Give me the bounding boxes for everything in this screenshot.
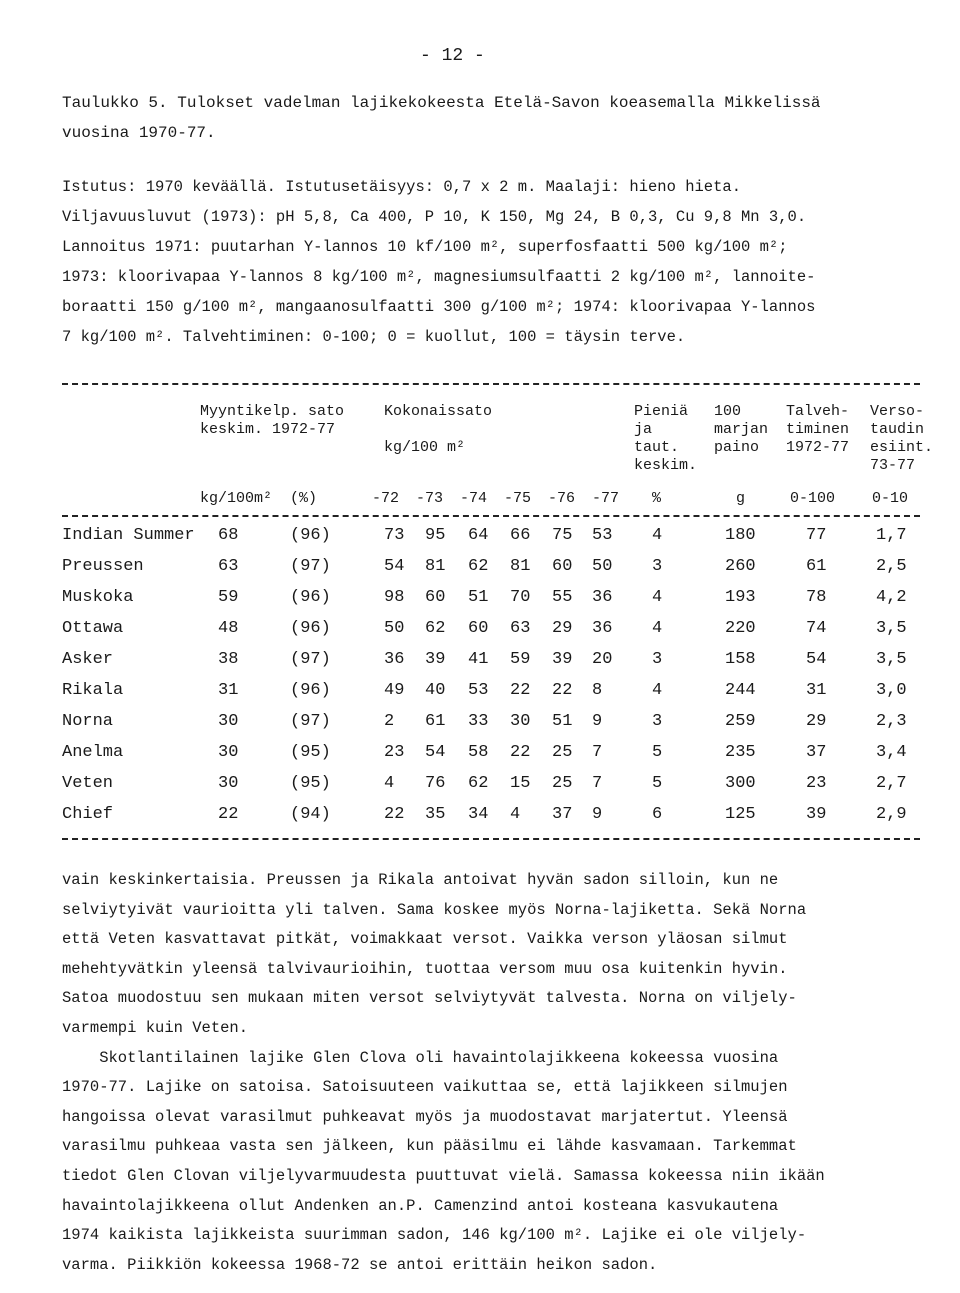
row-variety-name: Rikala xyxy=(62,681,124,700)
cell-shoot-disease: 2,3 xyxy=(876,712,907,731)
unit-year-77: -77 xyxy=(592,490,620,507)
cell-1977: 36 xyxy=(592,588,613,607)
cell-1977: 8 xyxy=(592,681,603,700)
cell-1973: 54 xyxy=(425,743,446,762)
body-text xyxy=(62,866,922,1280)
cell-wintering: 74 xyxy=(806,619,827,638)
cell-berry-weight: 244 xyxy=(725,681,756,700)
cell-berry-weight: 180 xyxy=(725,526,756,545)
cell-wintering: 77 xyxy=(806,526,827,545)
unit-wintering: 0-100 xyxy=(790,490,836,507)
cell-relative: (97) xyxy=(290,712,331,731)
unit-year-74: -74 xyxy=(460,490,488,507)
intro-line: Lannoitus 1971: puutarhan Y-lannos 10 kf/100 m², superfosfaatti 500 kg/100 m²; xyxy=(62,238,788,256)
unit-year-72: -72 xyxy=(372,490,400,507)
row-variety-name: Norna xyxy=(62,712,114,731)
cell-1974: 51 xyxy=(468,588,489,607)
cell-yield: 63 xyxy=(218,557,239,576)
row-variety-name: Preussen xyxy=(62,557,144,576)
header-rule xyxy=(62,515,920,517)
cell-yield: 31 xyxy=(218,681,239,700)
unit-grams: g xyxy=(736,490,746,507)
cell-relative: (97) xyxy=(290,650,331,669)
cell-1972: 98 xyxy=(384,588,405,607)
cell-relative: (95) xyxy=(290,743,331,762)
cell-1976: 39 xyxy=(552,650,573,669)
cell-wintering: 29 xyxy=(806,712,827,731)
cell-shoot-disease: 3,5 xyxy=(876,650,907,669)
cell-yield: 22 xyxy=(218,805,239,824)
row-variety-name: Anelma xyxy=(62,743,124,762)
cell-1972: 2 xyxy=(384,712,395,731)
cell-1973: 61 xyxy=(425,712,446,731)
cell-1972: 23 xyxy=(384,743,405,762)
cell-1975: 70 xyxy=(510,588,531,607)
cell-small-diseases: 4 xyxy=(652,588,663,607)
cell-berry-weight: 235 xyxy=(725,743,756,762)
cell-1976: 22 xyxy=(552,681,573,700)
row-variety-name: Asker xyxy=(62,650,114,669)
cell-small-diseases: 3 xyxy=(652,712,663,731)
cell-small-diseases: 5 xyxy=(652,774,663,793)
cell-1974: 64 xyxy=(468,526,489,545)
cell-berry-weight: 300 xyxy=(725,774,756,793)
cell-small-diseases: 4 xyxy=(652,681,663,700)
cell-1977: 20 xyxy=(592,650,613,669)
cell-1976: 51 xyxy=(552,712,573,731)
intro-line: 1973: kloorivapaa Y-lannos 8 kg/100 m², magnesiumsulfaatti 2 kg/100 m², lannoite- xyxy=(62,268,816,286)
cell-shoot-disease: 3,5 xyxy=(876,619,907,638)
cell-wintering: 23 xyxy=(806,774,827,793)
cell-1976: 29 xyxy=(552,619,573,638)
cell-relative: (96) xyxy=(290,526,331,545)
cell-berry-weight: 260 xyxy=(725,557,756,576)
cell-1977: 53 xyxy=(592,526,613,545)
row-variety-name: Indian Summer xyxy=(62,526,195,545)
intro-line: Viljavuusluvut (1973): pH 5,8, Ca 400, P 10, K 150, Mg 24, B 0,3, Cu 9,8 Mn 3,0. xyxy=(62,208,807,226)
cell-1973: 39 xyxy=(425,650,446,669)
cell-yield: 59 xyxy=(218,588,239,607)
cell-1974: 62 xyxy=(468,557,489,576)
cell-relative: (96) xyxy=(290,588,331,607)
experiment-description xyxy=(62,172,922,352)
cell-small-diseases: 5 xyxy=(652,743,663,762)
cell-relative: (95) xyxy=(290,774,331,793)
cell-small-diseases: 4 xyxy=(652,526,663,545)
cell-relative: (97) xyxy=(290,557,331,576)
cell-1975: 30 xyxy=(510,712,531,731)
body-line: varma. Piikkiön kokeessa 1968-72 se antoi erittäin heikon sadon. xyxy=(62,1255,658,1274)
cell-relative: (96) xyxy=(290,681,331,700)
cell-1976: 37 xyxy=(552,805,573,824)
cell-1975: 66 xyxy=(510,526,531,545)
cell-berry-weight: 220 xyxy=(725,619,756,638)
cell-shoot-disease: 4,2 xyxy=(876,588,907,607)
body-line: 1974 kaikista lajikkeista suurimman sadon, 146 kg/100 m². Lajike ei ole viljely- xyxy=(62,1226,807,1245)
cell-1975: 59 xyxy=(510,650,531,669)
cell-shoot-disease: 1,7 xyxy=(876,526,907,545)
header-total-yield: Kokonaissato kg/100 m² xyxy=(384,403,493,456)
cell-1976: 60 xyxy=(552,557,573,576)
body-line: Satoa muodostuu sen mukaan miten versot selviytyvät talvesta. Norna on viljely- xyxy=(62,989,797,1008)
cell-1975: 15 xyxy=(510,774,531,793)
cell-berry-weight: 158 xyxy=(725,650,756,669)
cell-yield: 48 xyxy=(218,619,239,638)
unit-year-73: -73 xyxy=(416,490,444,507)
unit-shoot: 0-10 xyxy=(872,490,909,507)
cell-1974: 34 xyxy=(468,805,489,824)
cell-small-diseases: 3 xyxy=(652,650,663,669)
cell-1976: 25 xyxy=(552,743,573,762)
unit-year-76: -76 xyxy=(548,490,576,507)
cell-wintering: 54 xyxy=(806,650,827,669)
body-line: että Veten kasvattavat pitkät, voimakkaat versot. Vaikka verson yläosan silmut xyxy=(62,930,788,949)
cell-wintering: 31 xyxy=(806,681,827,700)
row-variety-name: Veten xyxy=(62,774,114,793)
cell-1973: 62 xyxy=(425,619,446,638)
cell-1972: 36 xyxy=(384,650,405,669)
cell-wintering: 78 xyxy=(806,588,827,607)
cell-1974: 33 xyxy=(468,712,489,731)
table-top-rule xyxy=(62,383,920,385)
header-berry-weight: 100 marjan paino xyxy=(714,403,769,456)
body-line: hangoissa olevat varasilmut puhkeavat myös ja muodostavat marjatertut. Yleensä xyxy=(62,1107,788,1126)
table-caption xyxy=(62,88,922,148)
body-line: tiedot Glen Clovan viljelyvarmuudesta puuttuvat vielä. Samassa kokeessa niin ikään xyxy=(62,1166,825,1185)
cell-shoot-disease: 2,9 xyxy=(876,805,907,824)
cell-1973: 35 xyxy=(425,805,446,824)
page-number: - 12 - xyxy=(420,46,485,66)
cell-1975: 63 xyxy=(510,619,531,638)
intro-line: boraatti 150 g/100 m², mangaanosulfaatti 300 g/100 m²; 1974: kloorivapaa Y-lannos xyxy=(62,298,816,316)
cell-1975: 81 xyxy=(510,557,531,576)
cell-wintering: 39 xyxy=(806,805,827,824)
cell-wintering: 61 xyxy=(806,557,827,576)
cell-shoot-disease: 2,7 xyxy=(876,774,907,793)
table-bottom-rule xyxy=(62,838,920,840)
cell-1976: 25 xyxy=(552,774,573,793)
cell-yield: 30 xyxy=(218,712,239,731)
body-line: havaintolajikkeena ollut Andenken an.P. Camenzind antoi kosteana kasvukautena xyxy=(62,1196,779,1215)
body-line: selviytyivät vaurioitta yli talven. Sama koskee myös Norna-lajiketta. Sekä Norna xyxy=(62,900,807,919)
cell-1973: 76 xyxy=(425,774,446,793)
cell-1973: 81 xyxy=(425,557,446,576)
cell-1976: 55 xyxy=(552,588,573,607)
cell-1974: 41 xyxy=(468,650,489,669)
cell-1977: 9 xyxy=(592,712,603,731)
cell-1974: 58 xyxy=(468,743,489,762)
cell-yield: 30 xyxy=(218,774,239,793)
cell-small-diseases: 4 xyxy=(652,619,663,638)
cell-1977: 50 xyxy=(592,557,613,576)
cell-yield: 38 xyxy=(218,650,239,669)
cell-shoot-disease: 3,4 xyxy=(876,743,907,762)
cell-1973: 40 xyxy=(425,681,446,700)
row-variety-name: Muskoka xyxy=(62,588,134,607)
cell-1972: 49 xyxy=(384,681,405,700)
cell-wintering: 37 xyxy=(806,743,827,762)
body-line: varmempi kuin Veten. xyxy=(62,1018,249,1037)
header-wintering: Talveh- timinen 1972-77 xyxy=(786,403,850,456)
caption-line: Taulukko 5. Tulokset vadelman lajikekokeesta Etelä-Savon koeasemalla Mikkelissä xyxy=(62,94,821,112)
body-line: mehehtyvätkin yleensä talvivaurioihin, tuottaa versom muu osa kuitenkin hyvin. xyxy=(62,959,788,978)
cell-1972: 73 xyxy=(384,526,405,545)
body-line: vain keskinkertaisia. Preussen ja Rikala antoivat hyvän sadon silloin, kun ne xyxy=(62,871,779,889)
cell-1972: 54 xyxy=(384,557,405,576)
cell-1975: 22 xyxy=(510,681,531,700)
cell-1973: 60 xyxy=(425,588,446,607)
cell-berry-weight: 125 xyxy=(725,805,756,824)
cell-1975: 22 xyxy=(510,743,531,762)
caption-line: vuosina 1970-77. xyxy=(62,124,216,142)
cell-1974: 60 xyxy=(468,619,489,638)
cell-1977: 7 xyxy=(592,774,603,793)
unit-year-75: -75 xyxy=(504,490,532,507)
row-variety-name: Ottawa xyxy=(62,619,124,638)
cell-small-diseases: 3 xyxy=(652,557,663,576)
unit-sale: kg/100m² xyxy=(200,490,273,507)
intro-line: 7 kg/100 m². Talvehtiminen: 0-100; 0 = kuollut, 100 = täysin terve. xyxy=(62,328,686,346)
cell-shoot-disease: 2,5 xyxy=(876,557,907,576)
cell-1974: 62 xyxy=(468,774,489,793)
cell-relative: (94) xyxy=(290,805,331,824)
cell-1975: 4 xyxy=(510,805,521,824)
cell-1972: 50 xyxy=(384,619,405,638)
cell-1972: 22 xyxy=(384,805,405,824)
cell-1976: 75 xyxy=(552,526,573,545)
body-line: 1970-77. Lajike on satoisa. Satoisuuteen vaikuttaa se, että lajikkeen silmujen xyxy=(62,1078,788,1097)
cell-1972: 4 xyxy=(384,774,395,793)
cell-shoot-disease: 3,0 xyxy=(876,681,907,700)
header-shoot-disease: Verso- taudin esiint. 73-77 xyxy=(870,403,934,474)
cell-1977: 36 xyxy=(592,619,613,638)
unit-relative: (%) xyxy=(290,490,318,507)
unit-percent: % xyxy=(652,490,662,507)
body-line: Skotlantilainen lajike Glen Clova oli havaintolajikkeena kokeessa vuosina xyxy=(62,1048,779,1067)
cell-1977: 9 xyxy=(592,805,603,824)
cell-1974: 53 xyxy=(468,681,489,700)
cell-1973: 95 xyxy=(425,526,446,545)
cell-1977: 7 xyxy=(592,743,603,762)
body-line: varasilmu puhkeaa vasta sen jälkeen, kun pääsilmu ei lähde kasvamaan. Tarkemmat xyxy=(62,1137,797,1156)
cell-relative: (96) xyxy=(290,619,331,638)
header-sale-yield: Myyntikelp. sato keskim. 1972-77 xyxy=(200,403,345,438)
cell-berry-weight: 193 xyxy=(725,588,756,607)
intro-line: Istutus: 1970 keväällä. Istutusetäisyys: 0,7 x 2 m. Maalaji: hieno hieta. xyxy=(62,178,742,196)
cell-berry-weight: 259 xyxy=(725,712,756,731)
cell-yield: 30 xyxy=(218,743,239,762)
cell-small-diseases: 6 xyxy=(652,805,663,824)
row-variety-name: Chief xyxy=(62,805,114,824)
header-small-diseases: Pieniä ja taut. keskim. xyxy=(634,403,698,474)
cell-yield: 68 xyxy=(218,526,239,545)
